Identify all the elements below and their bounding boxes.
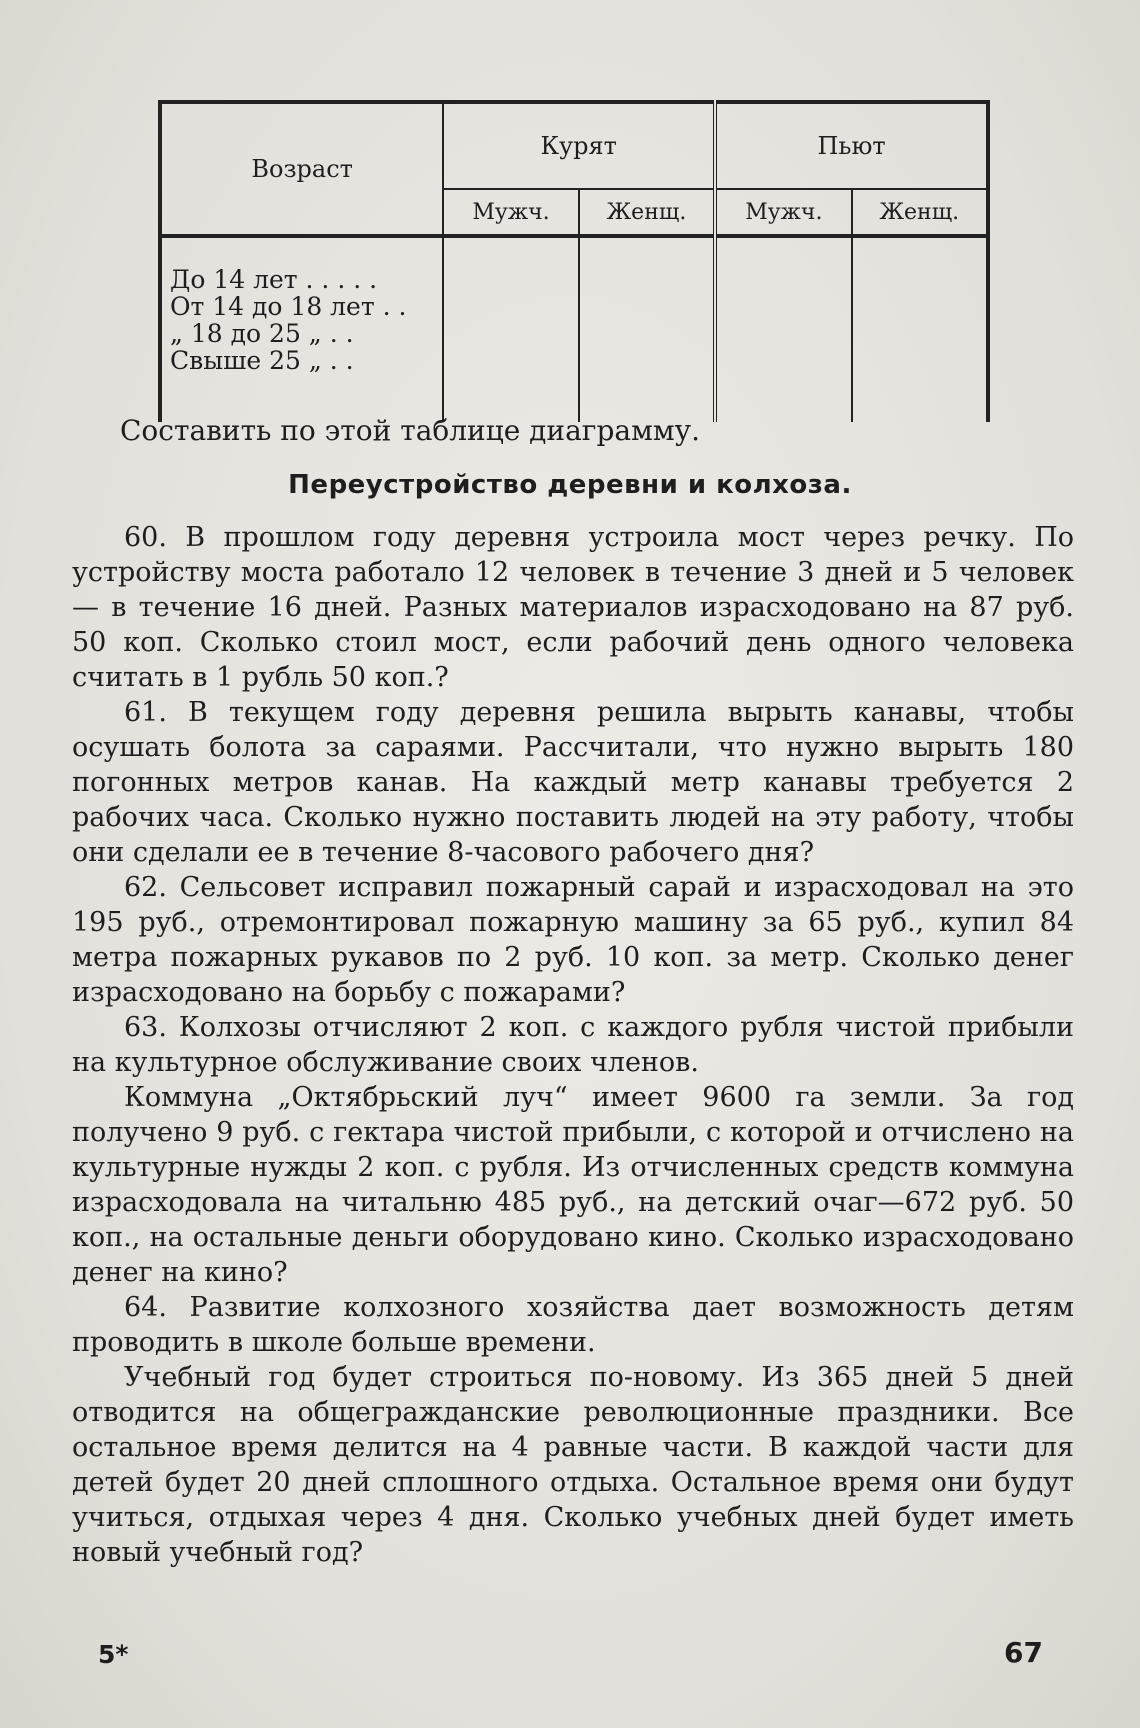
smoke-women-header: Женщ. <box>579 189 715 236</box>
problem-63: 63. Колхозы отчисляют 2 коп. с каждого рубля чистой прибыли на культурное обслуживание своих членов. <box>72 1012 1074 1078</box>
problems-text <box>72 520 1074 1570</box>
age-row: Свыше 25 „ . . <box>170 346 354 375</box>
table-caption: Составить по этой таблице диаграмму. <box>120 414 701 447</box>
age-row: От 14 до 18 лет . . <box>170 292 407 321</box>
survey-table <box>158 100 990 422</box>
drink-women-cell <box>852 236 989 422</box>
problem-63-continued: Коммуна „Октябрьский луч“ имеет 9600 га земли. За год получено 9 руб. с гектара чистой прибыли, с которой и отчислено на культурные нужды 2 коп. с рубля. Из отчисленных средств коммуна израсходовала на читальню 485 руб., на детский очаг—672 руб. 50 коп., на остальные деньги оборудовано кино. Сколько израсходовано денег на кино? <box>72 1082 1074 1288</box>
drink-group-header: Пьют <box>715 102 988 189</box>
smoke-men-header: Мужч. <box>443 189 578 236</box>
drink-men-cell <box>715 236 851 422</box>
drink-women-header: Женщ. <box>852 189 989 236</box>
smoke-men-cell <box>443 236 578 422</box>
age-groups-cell <box>160 236 443 422</box>
problem-60: 60. В прошлом году деревня устроила мост через речку. По устройству моста работало 12 человек в течение 3 дней и 5 человек — в течение 16 дней. Разных материалов израсходовано на 87 руб. 50 коп. Сколько стоил мост, если рабочий день одного человека считать в 1 рубль 50 коп.? <box>72 522 1074 693</box>
section-title: Переустройство деревни и колхоза. <box>288 470 852 500</box>
problem-64: 64. Развитие колхозного хозяйства дает возможность детям проводить в школе больше времени. <box>72 1292 1074 1358</box>
problem-61: 61. В текущем году деревня решила вырыть канавы, чтобы осушать болота за сараями. Рассчитали, что нужно вырыть 180 погонных метров канав. На каждый метр канавы требуется 2 рабочих часа. Сколько нужно поставить людей на эту работу, чтобы они сделали ее в течение 8-часового рабочего дня? <box>72 697 1074 868</box>
age-row: „ 18 до 25 „ . . <box>170 319 354 348</box>
smoke-group-header: Курят <box>443 102 715 189</box>
drink-men-header: Мужч. <box>715 189 851 236</box>
age-column-header: Возраст <box>160 102 443 236</box>
age-row: До 14 лет . . . . . <box>170 265 378 294</box>
page-number: 67 <box>1004 1636 1043 1669</box>
smoke-women-cell <box>579 236 715 422</box>
problem-64-continued: Учебный год будет строиться по-новому. Из 365 дней 5 дней отводится на общегражданские революционные праздники. Все остальное время делится на 4 равные части. В каждой части для детей будет 20 дней сплошного отдыха. Остальное время они будут учиться, отдыхая через 4 дня. Сколько учебных дней будет иметь новый учебный год? <box>72 1362 1074 1568</box>
signature-mark: 5* <box>98 1640 129 1669</box>
problem-62: 62. Сельсовет исправил пожарный сарай и израсходовал на это 195 руб., отремонтировал пожарную машину за 65 руб., купил 84 метра пожарных рукавов по 2 руб. 10 коп. за метр. Сколько денег израсходовано на борьбу с пожарами? <box>72 872 1074 1008</box>
